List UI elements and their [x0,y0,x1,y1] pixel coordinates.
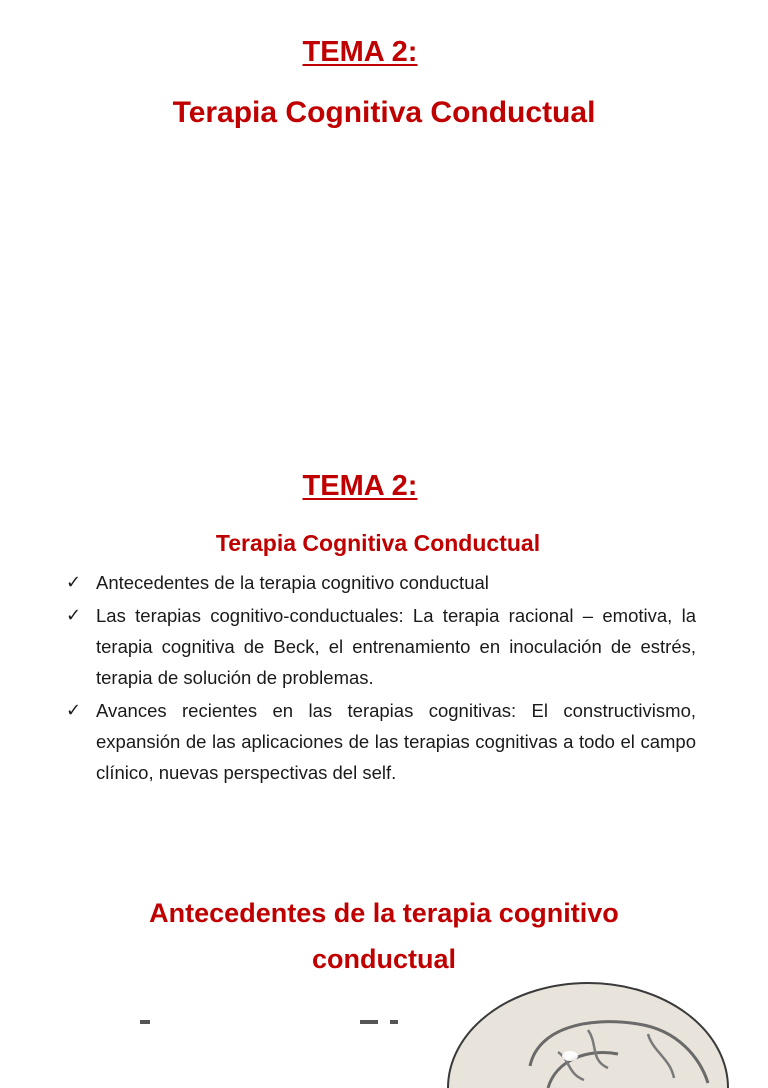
check-icon: ✓ [66,700,82,720]
slide-antecedents-title: Antecedentes de la terapia cognitivo conductual [149,898,619,974]
list-item-text: Antecedentes de la terapia cognitivo conductual [96,572,489,593]
slide-contents-title: Terapia Cognitiva Conductual [215,530,541,556]
topic-heading: TEMA 2: [302,470,418,502]
list-item [64,600,696,693]
check-icon: ✓ [66,605,82,625]
list-item [64,567,696,598]
check-icon: ✓ [66,572,82,592]
list-item [64,695,696,788]
list-item-text: Las terapias cognitivo-conductuales: La terapia racional – emotiva, la terapia cognitiva de Beck, el entrenamiento en inoculación de estrés, terapia de solución de problemas. [96,605,696,688]
list-item-text: Avances recientes en las terapias cognitivas: El constructivismo, expansión de las aplicaciones de las terapias cognitivas a todo el campo clínico, nuevas perspectivas del self. [96,700,696,783]
contents-list [64,567,696,790]
brain-icon [438,968,738,1088]
slide-antecedents [0,860,768,1024]
slide-contents [0,420,768,860]
topic-heading: TEMA 2: [302,36,418,68]
slide-title [0,0,768,420]
cropped-text-fragment [140,1020,420,1024]
slide-title-text: Terapia Cognitiva Conductual [172,96,596,129]
